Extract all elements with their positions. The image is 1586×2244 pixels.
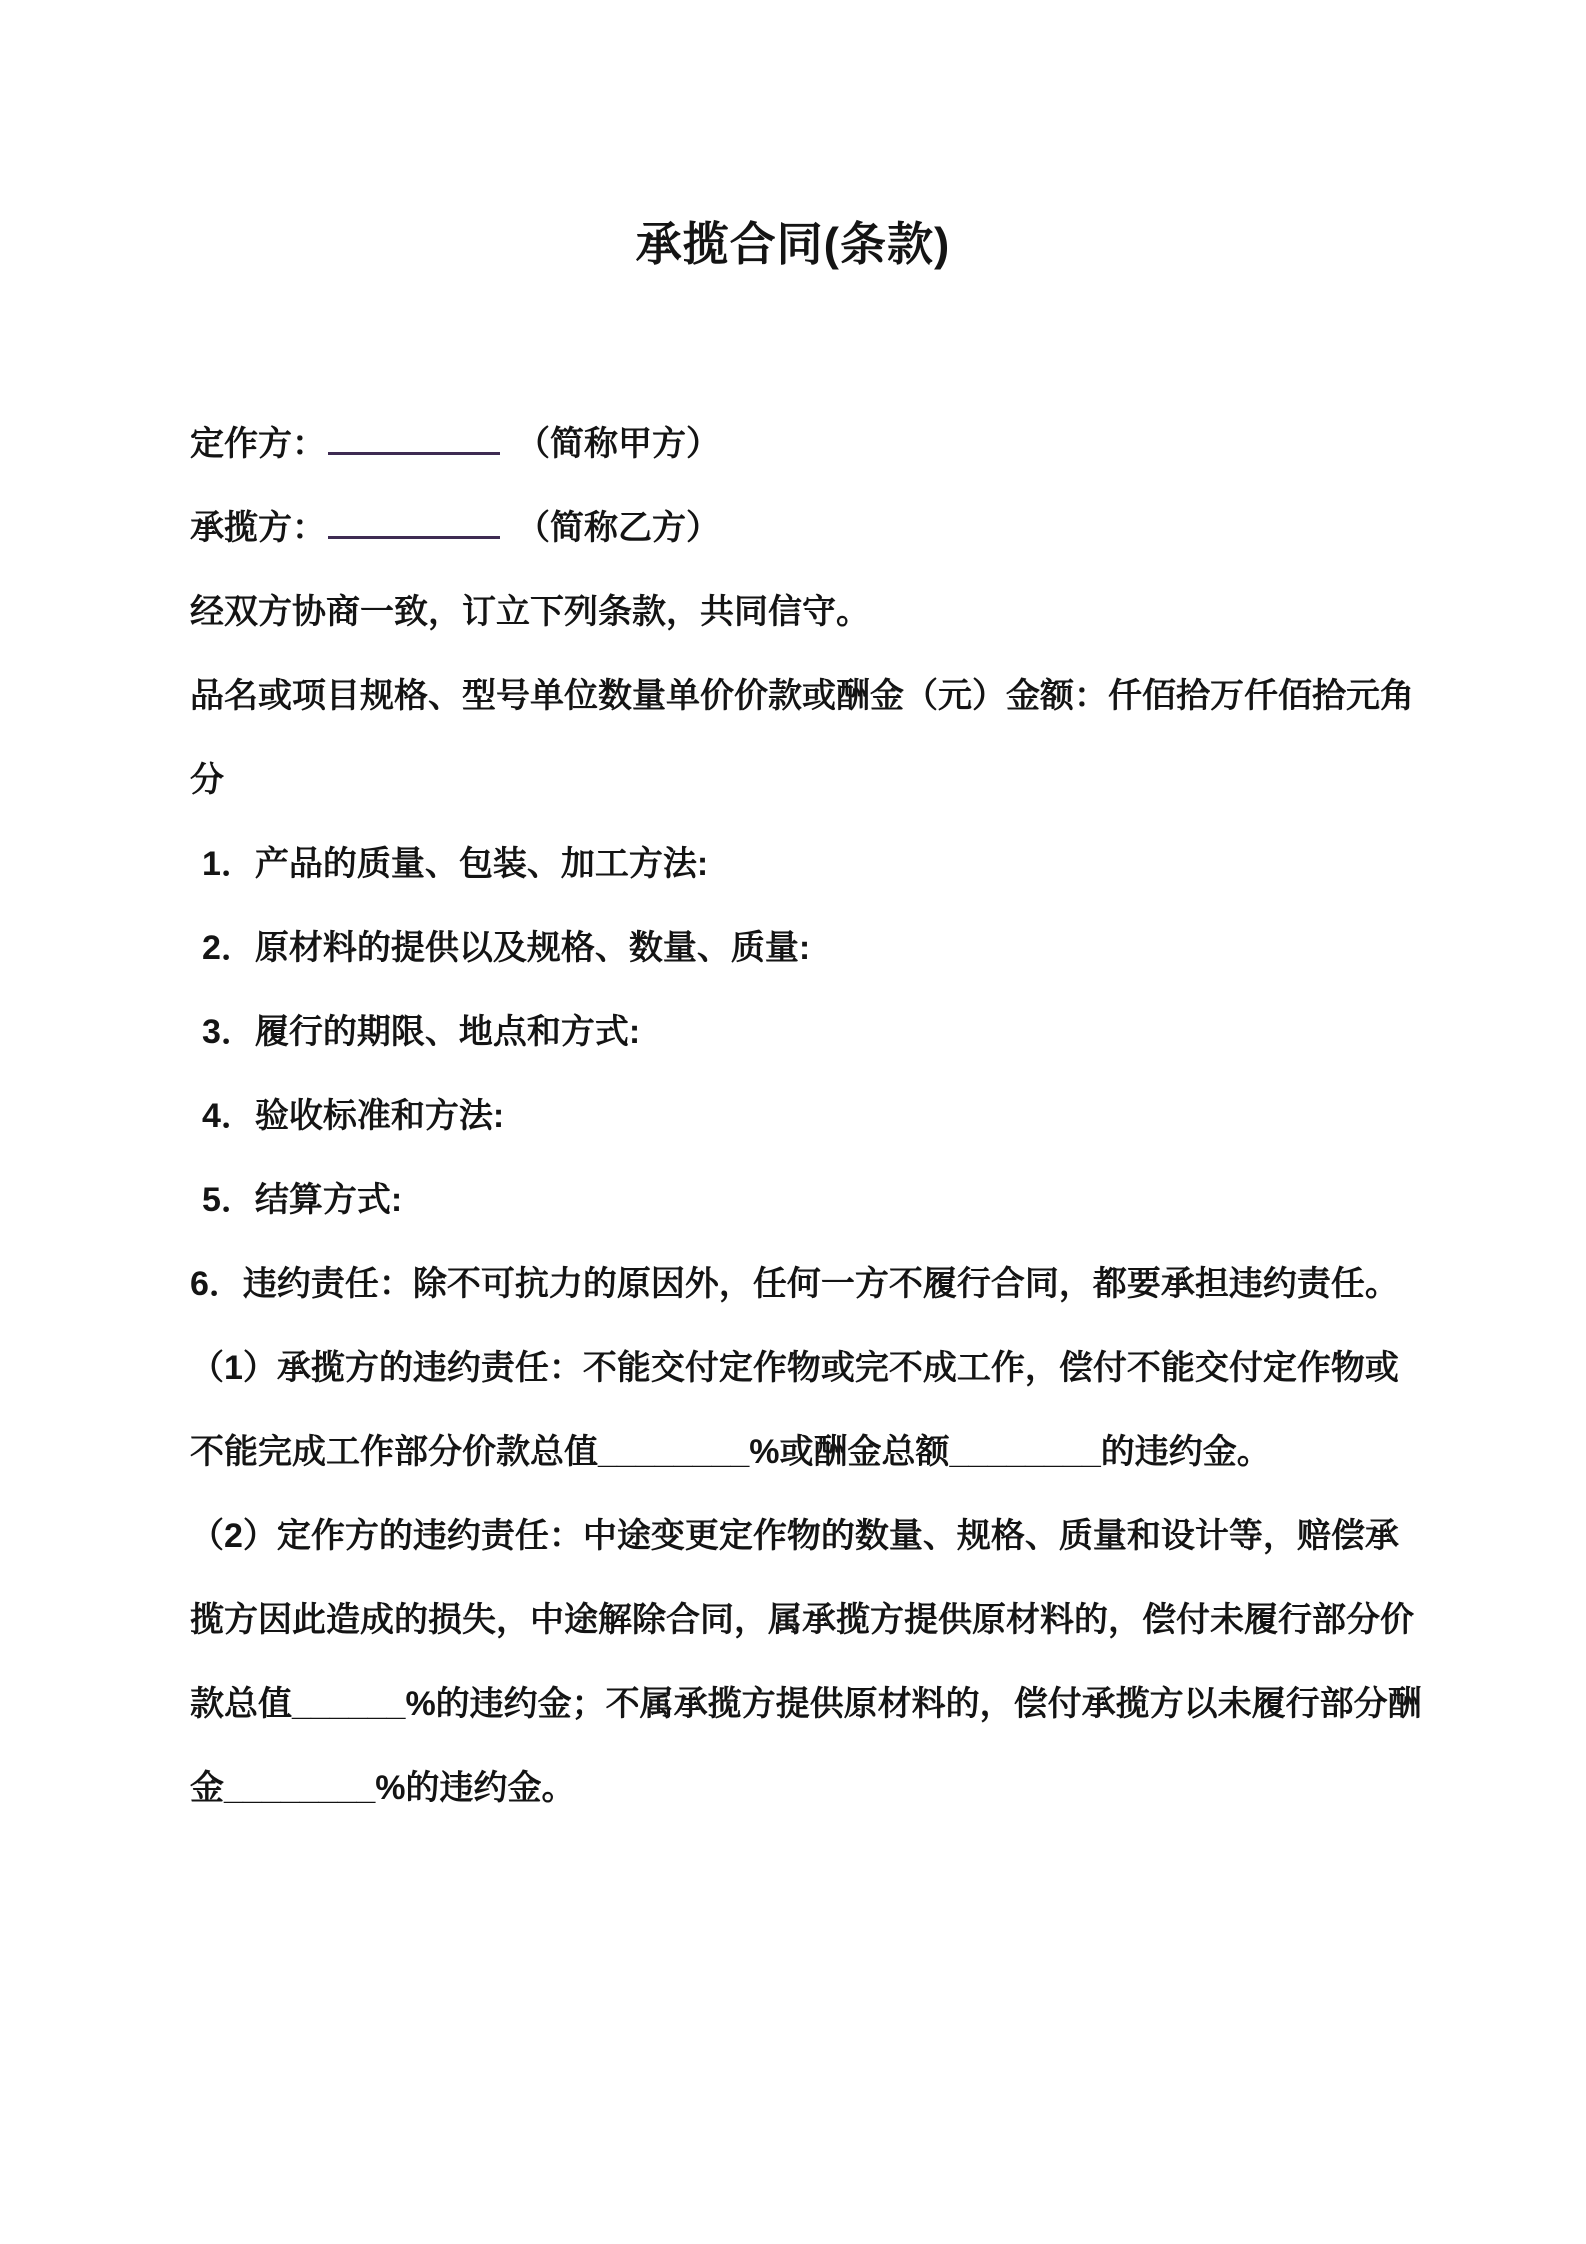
party-name-blank-orderer — [328, 421, 500, 455]
party-name-blank-contractor — [328, 505, 500, 539]
paragraph-clause-6: 6．违约责任：除不可抗力的原因外，任何一方不履行合同，都要承担违约责任。 — [190, 1265, 1399, 1303]
document-body — [190, 402, 1426, 1830]
paragraph-item-description: 品名或项目规格、型号单位数量单价价款或酬金（元）金额：仟佰拾万仟佰拾元角分 — [190, 677, 1414, 799]
party-suffix-contractor: （简称乙方） — [516, 509, 720, 547]
paragraph-clause-2: 2．原材料的提供以及规格、数量、质量: — [202, 929, 811, 967]
paragraph-clause-4: 4．验收标准和方法: — [202, 1097, 505, 1135]
paragraph-breach-contractor: （1）承揽方的违约责任：不能交付定作物或完不成工作，偿付不能交付定作物或不能完成工作部分价款总值________%或酬金总额________的违约金。 — [190, 1349, 1399, 1471]
party-suffix-orderer: （简称甲方） — [516, 425, 720, 463]
document-title: 承揽合同(条款) — [635, 218, 951, 270]
party-label-orderer: 定作方： — [190, 425, 326, 463]
paragraph-preamble: 经双方协商一致，订立下列条款，共同信守。 — [190, 593, 870, 631]
paragraph-clause-1: 1．产品的质量、包装、加工方法: — [202, 845, 709, 883]
party-label-contractor: 承揽方： — [190, 509, 326, 547]
party-line-contractor — [190, 486, 1426, 570]
paragraph-clause-3: 3．履行的期限、地点和方式: — [202, 1013, 641, 1051]
paragraph-breach-orderer: （2）定作方的违约责任：中途变更定作物的数量、规格、质量和设计等，赔偿承揽方因此造成的损失，中途解除合同，属承揽方提供原材料的，偿付未履行部分价款总值______%的违约金；不属承揽方提供原材料的，偿付承揽方以未履行部分酬金________%的违约金。 — [190, 1517, 1422, 1807]
party-line-orderer — [190, 402, 1426, 486]
paragraph-clause-5: 5．结算方式: — [202, 1181, 403, 1219]
